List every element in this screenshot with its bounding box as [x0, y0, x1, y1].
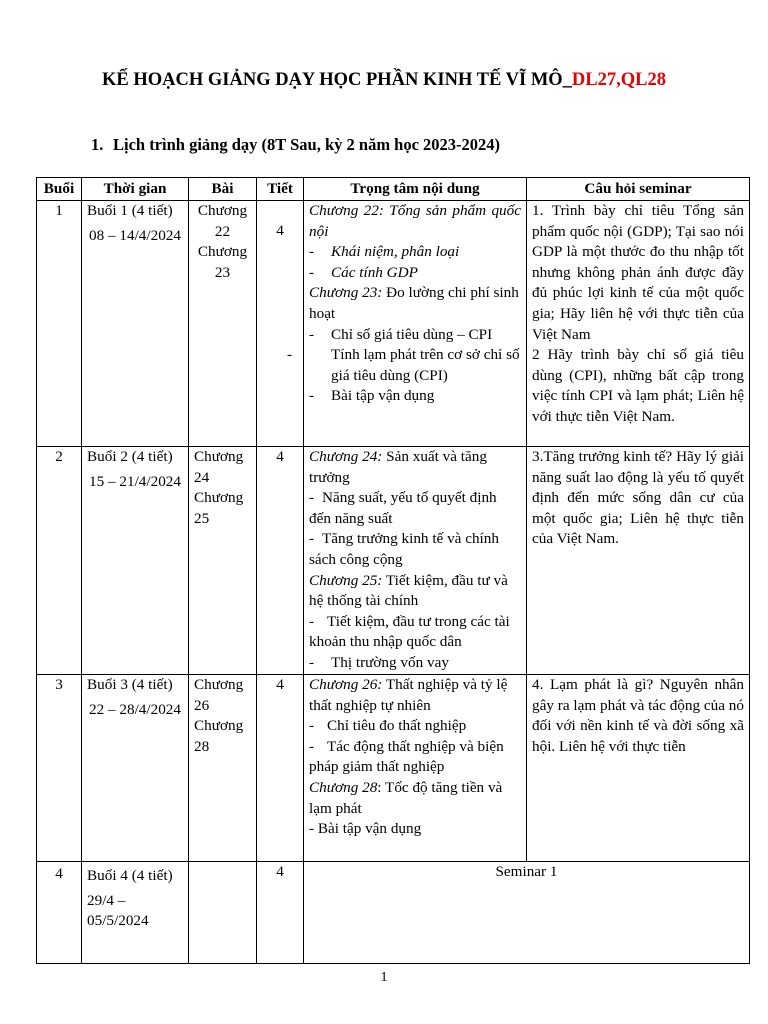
cell-cau-hoi [527, 201, 750, 447]
content-line: - Bài tập vận dụng [309, 820, 422, 838]
content-line: Chương 28: Tốc độ tăng tiền và lạm phát [309, 778, 503, 817]
cell-buoi: 1 [37, 201, 82, 447]
content-line: - Bài tập vận dụng [309, 387, 435, 405]
chapter-label: Chương 25 [194, 489, 244, 527]
seminar-question: 3.Tăng trưởng kinh tế? Hãy lý giải năng suất lao động là yếu tố quyết định đến mức sống dân cư của một quốc gia; Liên hệ thực tiễn của Việt Nam. [532, 448, 744, 548]
content-line: Chương 22: Tổng sản phẩm quốc nội [309, 202, 521, 240]
page-number: 1 [380, 970, 388, 985]
header-buoi: Buổi [37, 178, 82, 201]
content-line: Chương 26: Thất nghiệp và tỷ lệ thất nghiệp tự nhiên [309, 676, 508, 714]
period-count: 4 [276, 448, 284, 465]
cell-tiet [257, 201, 304, 447]
cell-trong-tam [304, 447, 527, 675]
date-range: 22 – 28/4/2024 [89, 700, 181, 718]
cell-trong-tam [287, 201, 527, 447]
content-line: - Chỉ số giá tiêu dùng – CPI [309, 325, 493, 343]
cell-cau-hoi [527, 447, 750, 675]
content-line: - Năng suất, yếu tố quyết định đến năng suất [309, 489, 497, 527]
seminar-question: 4. Lạm phát là gì? Nguyên nhân gây ra lạm phát và tác động của nó đối với nền kinh tế và đời sống xã hội. Liên hệ với thực tiễn [532, 676, 744, 755]
cell-bai [189, 447, 257, 675]
table-row [37, 201, 750, 447]
section-heading [91, 135, 500, 155]
content-line: - Tiết kiệm, đầu tư trong các tài khoản thu nhập quốc dân [309, 612, 510, 651]
cell-thoi-gian [82, 447, 189, 675]
seminar-question: 2 Hãy trình bày chỉ số giá tiêu dùng (CPI), những bất cập trong việc tính CPI và lạm phát; Liên hệ với thực tiễn Việt Nam. [532, 346, 744, 425]
chapter-label: Chương 26 [194, 676, 244, 714]
cell-thoi-gian [82, 201, 189, 447]
session-label: Buổi 2 (4 tiết) [87, 448, 173, 465]
table-header-row [37, 178, 750, 201]
period-count: 4 [276, 676, 284, 693]
chapter-label: Chương 23 [197, 243, 248, 281]
header-tiet: Tiết [257, 178, 304, 201]
cell-buoi: 4 [37, 862, 82, 964]
cell-thoi-gian [82, 675, 189, 862]
seminar-label: Seminar 1 [495, 863, 558, 880]
cell-bai [189, 201, 257, 447]
session-label: Buổi 3 (4 tiết) [87, 676, 173, 693]
content-line: - Chỉ tiêu đo thất nghiệp [309, 717, 467, 735]
chapter-label: Chương 24 [194, 448, 244, 486]
cell-trong-tam [304, 675, 527, 862]
content-line: - Thị trường vốn vay [309, 653, 449, 671]
content-line: - Tác động thất nghiệp và biện pháp giảm thất nghiệp [309, 737, 504, 776]
session-label: Buổi 4 (4 tiết) [87, 867, 173, 884]
cell-thoi-gian [82, 862, 189, 964]
date-range: 08 – 14/4/2024 [89, 226, 181, 244]
cell-tiet [257, 447, 304, 675]
content-line: - Tính lạm phát trên cơ sở chỉ số giá tiêu dùng (CPI) [287, 346, 520, 384]
session-label: Buổi 1 (4 tiết) [87, 202, 173, 219]
cell-tiet [257, 862, 304, 964]
content-line: - Các tính GDP [309, 263, 418, 281]
header-cau-hoi: Câu hỏi seminar [527, 178, 750, 201]
header-thoi-gian: Thời gian [82, 178, 189, 201]
title-main: KẾ HOẠCH GIẢNG DẠY HỌC PHẦN KINH TẾ VĨ MÔ_ [102, 70, 572, 90]
content-line: Chương 25: Tiết kiệm, đầu tư và hệ thống tài chính [309, 571, 508, 610]
cell-seminar [304, 862, 750, 964]
section-number: 1. [91, 135, 104, 154]
content-line: - Tăng trưởng kinh tế và chính sách công cộng [309, 530, 499, 568]
content-line: Chương 24: Sản xuất và tăng trưởng [309, 448, 487, 486]
date-range: 15 – 21/4/2024 [89, 472, 181, 490]
table-row [37, 675, 750, 862]
period-count: 4 [276, 863, 284, 880]
table-row [37, 447, 750, 675]
seminar-question: 1. Trình bày chỉ tiêu Tổng sản phẩm quốc nội (GDP); Tại sao nói GDP là một thước đo thu nhập tốt nhưng không phản ánh được đầy đủ phúc lợi kinh tế của một quốc gia; Hãy liên hệ với thực tiễn của Việt Nam [532, 202, 744, 343]
header-trong-tam: Trọng tâm nội dung [304, 178, 527, 201]
title-class-codes: DL27,QL28 [571, 70, 666, 90]
cell-tiet [257, 675, 304, 862]
table-row [37, 862, 750, 964]
header-bai: Bài [189, 178, 257, 201]
cell-buoi: 2 [37, 447, 82, 675]
period-count: 4 [276, 222, 284, 239]
cell-bai [189, 862, 257, 964]
chapter-label: Chương 28 [194, 717, 244, 755]
document-title [0, 70, 768, 91]
cell-cau-hoi [527, 675, 750, 862]
date-range: 29/4 – 05/5/2024 [87, 891, 149, 930]
content-line: - Khái niệm, phân loại [309, 243, 460, 261]
cell-buoi: 3 [37, 675, 82, 862]
section-title: Lịch trình giảng dạy (8T Sau, kỳ 2 năm học 2023-2024) [113, 135, 501, 154]
content-line: Chương 23: Đo lường chi phí sinh hoạt [309, 284, 519, 322]
chapter-label: Chương 22 [197, 202, 248, 240]
schedule-table [36, 177, 750, 964]
cell-bai [189, 675, 257, 862]
